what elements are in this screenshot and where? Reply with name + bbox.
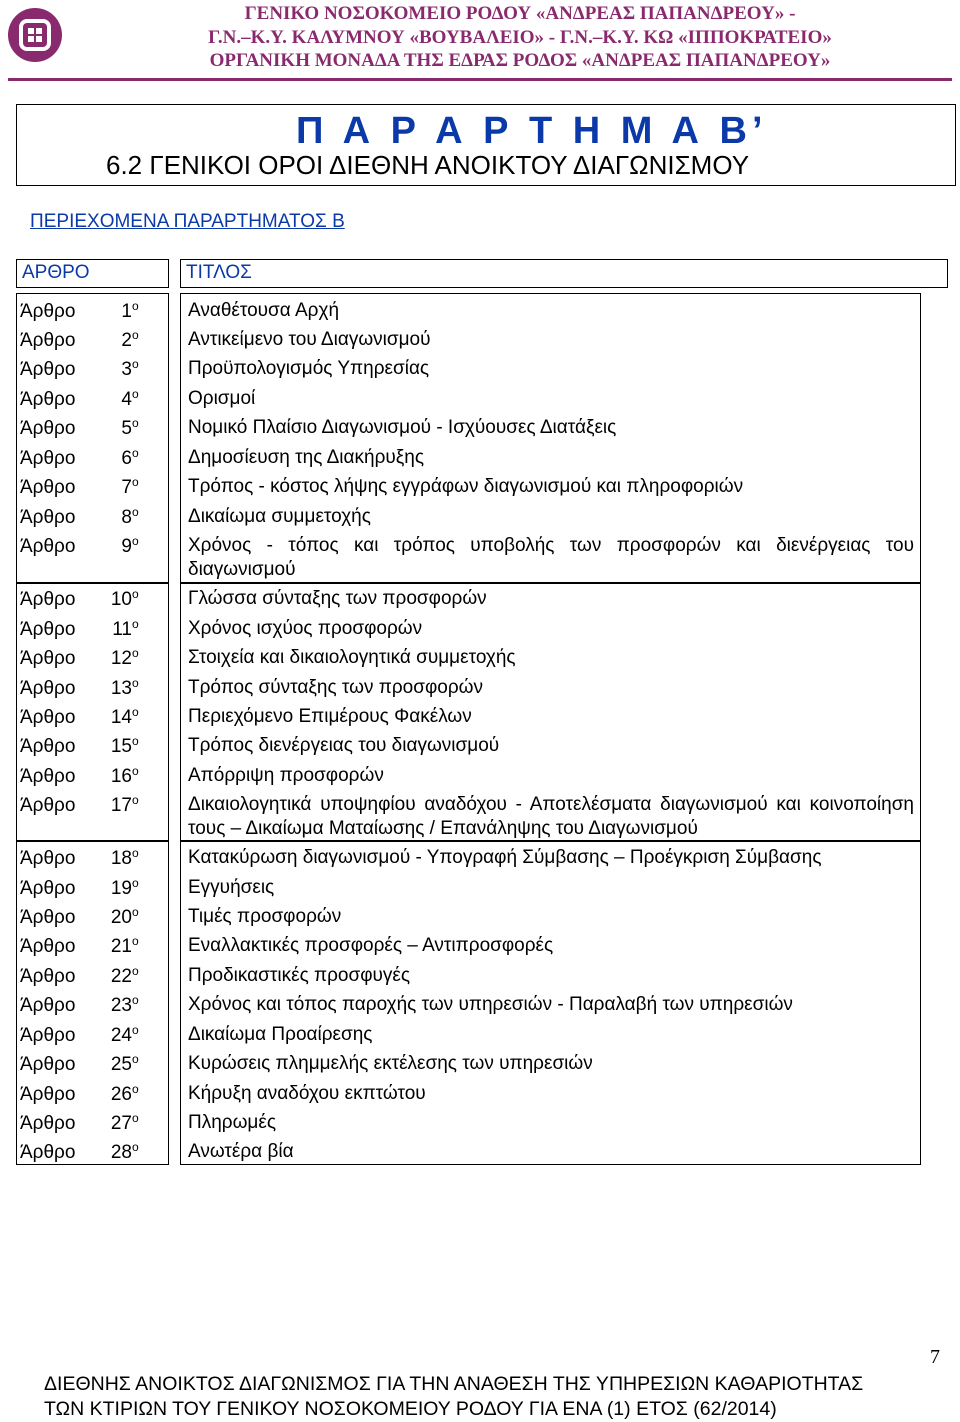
table-header-title — [180, 259, 948, 288]
article-title: Ανωτέρα βία — [188, 1141, 294, 1162]
article-title: Γλώσσα σύνταξης των προσφορών — [188, 588, 487, 609]
article-number — [20, 617, 139, 641]
article-ordinal: 18 — [110, 848, 132, 869]
article-title: Πληρωμές — [188, 1112, 277, 1133]
article-title: Εναλλακτικές προσφορές – Αντιπροσφορές — [188, 935, 554, 956]
table-header-title-label: ΤΙΤΛΟΣ — [186, 262, 252, 283]
ordinal-suffix: ο — [132, 905, 139, 919]
article-title: Κατακύρωση διαγωνισμού - Υπογραφή Σύμβασης – Προέγκριση Σύμβασης — [188, 847, 822, 868]
article-title: Χρόνος ισχύος προσφορών — [188, 618, 423, 639]
ordinal-suffix: ο — [132, 387, 139, 401]
ordinal-suffix: ο — [132, 705, 139, 719]
article-title: Δημοσίευση της Διακήρυξης — [188, 447, 425, 468]
article-title: Χρόνος και τόπος παροχής των υπηρεσιών - Παραλαβή των υπηρεσιών — [188, 994, 793, 1015]
article-word: Άρθρο — [20, 1025, 76, 1046]
article-title: Χρόνος - τόπος και τρόπος υποβολής των προσφορών και διενέργειας του διαγωνισμού — [188, 535, 914, 580]
footer — [44, 1372, 944, 1422]
article-title: Εγγυήσεις — [188, 877, 275, 898]
article-title: Αντικείμενο του Διαγωνισμού — [188, 329, 431, 350]
article-number — [20, 646, 139, 670]
article-number — [20, 964, 139, 988]
article-number — [20, 446, 139, 470]
article-word: Άρθρο — [20, 536, 76, 557]
article-title: Προδικαστικές προσφυγές — [188, 965, 411, 986]
article-word: Άρθρο — [20, 707, 76, 728]
article-word: Άρθρο — [20, 795, 76, 816]
article-ordinal: 5 — [121, 418, 132, 439]
article-word: Άρθρο — [20, 995, 76, 1016]
article-ordinal: 6 — [121, 448, 132, 469]
article-title: Δικαίωμα Προαίρεσης — [188, 1024, 373, 1045]
article-word: Άρθρο — [20, 848, 76, 869]
article-word: Άρθρο — [20, 448, 76, 469]
ordinal-suffix: ο — [132, 1111, 139, 1125]
article-number — [20, 846, 139, 870]
article-word: Άρθρο — [20, 736, 76, 757]
article-ordinal: 20 — [110, 907, 132, 928]
article-ordinal: 25 — [110, 1054, 132, 1075]
page-number: 7 — [930, 1346, 940, 1368]
article-word: Άρθρο — [20, 359, 76, 380]
article-ordinal: 15 — [110, 736, 132, 757]
article-ordinal: 4 — [121, 389, 132, 410]
article-number — [20, 764, 139, 788]
hospital-header — [84, 2, 956, 73]
article-ordinal: 11 — [112, 619, 132, 640]
ordinal-suffix: ο — [132, 328, 139, 342]
article-number — [20, 934, 139, 958]
article-ordinal: 26 — [110, 1084, 132, 1105]
article-word: Άρθρο — [20, 1142, 76, 1163]
article-ordinal: 16 — [110, 766, 132, 787]
article-title: Ορισμοί — [188, 388, 256, 409]
hospital-logo-icon — [8, 8, 62, 62]
ordinal-suffix: ο — [132, 505, 139, 519]
article-word: Άρθρο — [20, 648, 76, 669]
ordinal-suffix: ο — [132, 1052, 139, 1066]
article-word: Άρθρο — [20, 418, 76, 439]
article-ordinal: 8 — [121, 507, 132, 528]
header-divider — [8, 78, 952, 81]
article-word: Άρθρο — [20, 1113, 76, 1134]
ordinal-suffix: ο — [132, 617, 139, 631]
article-number — [20, 1023, 139, 1047]
contents-heading: ΠΕΡΙΕΧΟΜΕΝΑ ΠΑΡΑΡΤΗΜΑΤΟΣ Β — [30, 211, 345, 232]
article-ordinal: 24 — [110, 1025, 132, 1046]
article-title: Κήρυξη αναδόχου εκπτώτου — [188, 1083, 426, 1104]
ordinal-suffix: ο — [132, 964, 139, 978]
article-ordinal: 23 — [110, 995, 132, 1016]
article-title: Τρόπος σύνταξης των προσφορών — [188, 677, 483, 698]
article-number — [20, 676, 139, 700]
article-ordinal: 12 — [110, 648, 132, 669]
article-word: Άρθρο — [20, 678, 76, 699]
article-ordinal: 7 — [121, 477, 132, 498]
article-word: Άρθρο — [20, 330, 76, 351]
article-number — [20, 416, 139, 440]
article-number — [20, 1111, 139, 1135]
ordinal-suffix: ο — [132, 1023, 139, 1037]
article-ordinal: 28 — [110, 1142, 132, 1163]
article-title: Στοιχεία και δικαιολογητικά συμμετοχής — [188, 647, 516, 668]
article-number — [20, 905, 139, 929]
article-ordinal: 14 — [110, 707, 132, 728]
article-title: Απόρριψη προσφορών — [188, 765, 384, 786]
article-ordinal: 27 — [110, 1113, 132, 1134]
ordinal-suffix: ο — [132, 734, 139, 748]
article-word: Άρθρο — [20, 589, 76, 610]
ordinal-suffix: ο — [132, 793, 139, 807]
ordinal-suffix: ο — [132, 357, 139, 371]
article-title: Κυρώσεις πλημμελής εκτέλεσης των υπηρεσιών — [188, 1053, 593, 1074]
article-number — [20, 876, 139, 900]
article-number — [20, 387, 139, 411]
article-title: Δικαιολογητικά υποψηφίου αναδόχου - Αποτελέσματα διαγωνισμού και κοινοποίηση τους – Δικαίωμα Ματαίωσης / Επανάληψης του Διαγωνισμού — [188, 794, 914, 839]
article-number — [20, 534, 139, 558]
article-title: Περιεχόμενο Επιμέρους Φακέλων — [188, 706, 472, 727]
article-title: Αναθέτουσα Αρχή — [188, 300, 340, 321]
article-number — [20, 328, 139, 352]
page-title: Π Α Ρ Α Ρ Τ Η Μ Α Β’ — [296, 110, 768, 152]
ordinal-suffix: ο — [132, 934, 139, 948]
article-title: Νομικό Πλαίσιο Διαγωνισμού - Ισχύουσες Διατάξεις — [188, 417, 617, 438]
article-ordinal: 3 — [121, 359, 132, 380]
article-ordinal: 13 — [110, 678, 132, 699]
article-number — [20, 1140, 139, 1164]
ordinal-suffix: ο — [132, 416, 139, 430]
article-word: Άρθρο — [20, 1054, 76, 1075]
article-number — [20, 734, 139, 758]
article-number — [20, 505, 139, 529]
ordinal-suffix: ο — [132, 475, 139, 489]
article-ordinal: 22 — [110, 966, 132, 987]
article-number — [20, 705, 139, 729]
article-number — [20, 587, 139, 611]
footer-line-2: ΤΩΝ ΚΤΙΡΙΩΝ ΤΟΥ ΓΕΝΙΚΟΥ ΝΟΣΟΚΟΜΕΙΟΥ ΡΟΔΟΥ ΓΙΑ ΕΝΑ (1) ΕΤΟΣ (62/2014) — [44, 1398, 777, 1420]
header-line-2: Γ.Ν.–Κ.Υ. ΚΑΛΥΜΝΟΥ «ΒΟΥΒΑΛΕΙΟ» - Γ.Ν.–Κ.Υ. ΚΩ «ΙΠΠΟΚΡΑΤΕΙΟ» — [208, 26, 832, 48]
article-ordinal: 9 — [121, 536, 132, 557]
article-title: Τιμές προσφορών — [188, 906, 342, 927]
article-title: Τρόπος διενέργειας του διαγωνισμού — [188, 735, 500, 756]
ordinal-suffix: ο — [132, 646, 139, 660]
ordinal-suffix: ο — [132, 676, 139, 690]
header-line-3: ΟΡΓΑΝΙΚΗ ΜΟΝΑΔΑ ΤΗΣ ΕΔΡΑΣ ΡΟΔΟΣ «ΑΝΔΡΕΑΣ ΠΑΠΑΝΔΡΕΟΥ» — [209, 50, 831, 71]
footer-line-1: ΔΙΕΘΝΗΣ ΑΝΟΙΚΤΟΣ ΔΙΑΓΩΝΙΣΜΟΣ ΓΙΑ ΤΗΝ ΑΝΑΘΕΣΗ ΤΗΣ ΥΠΗΡΕΣΙΩΝ ΚΑΘΑΡΙΟΤΗΤΑΣ — [44, 1373, 864, 1395]
ordinal-suffix: ο — [132, 446, 139, 460]
article-word: Άρθρο — [20, 477, 76, 498]
article-ordinal: 21 — [110, 936, 132, 957]
article-word: Άρθρο — [20, 1084, 76, 1105]
article-word: Άρθρο — [20, 878, 76, 899]
ordinal-suffix: ο — [132, 764, 139, 778]
article-number — [20, 1082, 139, 1106]
article-word: Άρθρο — [20, 936, 76, 957]
header-line-1: ΓΕΝΙΚΟ ΝΟΣΟΚΟΜΕΙΟ ΡΟΔΟΥ «ΑΝΔΡΕΑΣ ΠΑΠΑΝΔΡΕΟΥ» - — [244, 3, 796, 24]
ordinal-suffix: ο — [132, 876, 139, 890]
ordinal-suffix: ο — [132, 299, 139, 313]
article-number — [20, 993, 139, 1017]
article-ordinal: 10 — [110, 589, 132, 610]
article-ordinal: 2 — [121, 330, 132, 351]
article-ordinal: 17 — [110, 795, 132, 816]
ordinal-suffix: ο — [132, 1140, 139, 1154]
article-ordinal: 1 — [121, 301, 132, 322]
article-word: Άρθρο — [20, 507, 76, 528]
table-header-article-label: ΑΡΘΡΟ — [22, 262, 90, 283]
page-subtitle: 6.2 ΓΕΝΙΚΟΙ ΟΡΟΙ ΔΙΕΘΝΗ ΑΝΟΙΚΤΟΥ ΔΙΑΓΩΝΙΣΜΟΥ — [106, 150, 750, 180]
ordinal-suffix: ο — [132, 993, 139, 1007]
article-word: Άρθρο — [20, 907, 76, 928]
article-word: Άρθρο — [20, 766, 76, 787]
article-number — [20, 299, 139, 323]
article-number — [20, 1052, 139, 1076]
article-word: Άρθρο — [20, 301, 76, 322]
article-word: Άρθρο — [20, 619, 76, 640]
article-word: Άρθρο — [20, 966, 76, 987]
ordinal-suffix: ο — [132, 1082, 139, 1096]
article-title: Δικαίωμα συμμετοχής — [188, 506, 371, 527]
article-title: Τρόπος - κόστος λήψης εγγράφων διαγωνισμού και πληροφοριών — [188, 476, 744, 497]
article-title: Προϋπολογισμός Υπηρεσίας — [188, 358, 430, 379]
ordinal-suffix: ο — [132, 534, 139, 548]
article-ordinal: 19 — [110, 878, 132, 899]
article-number — [20, 357, 139, 381]
article-word: Άρθρο — [20, 389, 76, 410]
article-number — [20, 793, 139, 817]
ordinal-suffix: ο — [132, 846, 139, 860]
article-number — [20, 475, 139, 499]
ordinal-suffix: ο — [132, 587, 139, 601]
